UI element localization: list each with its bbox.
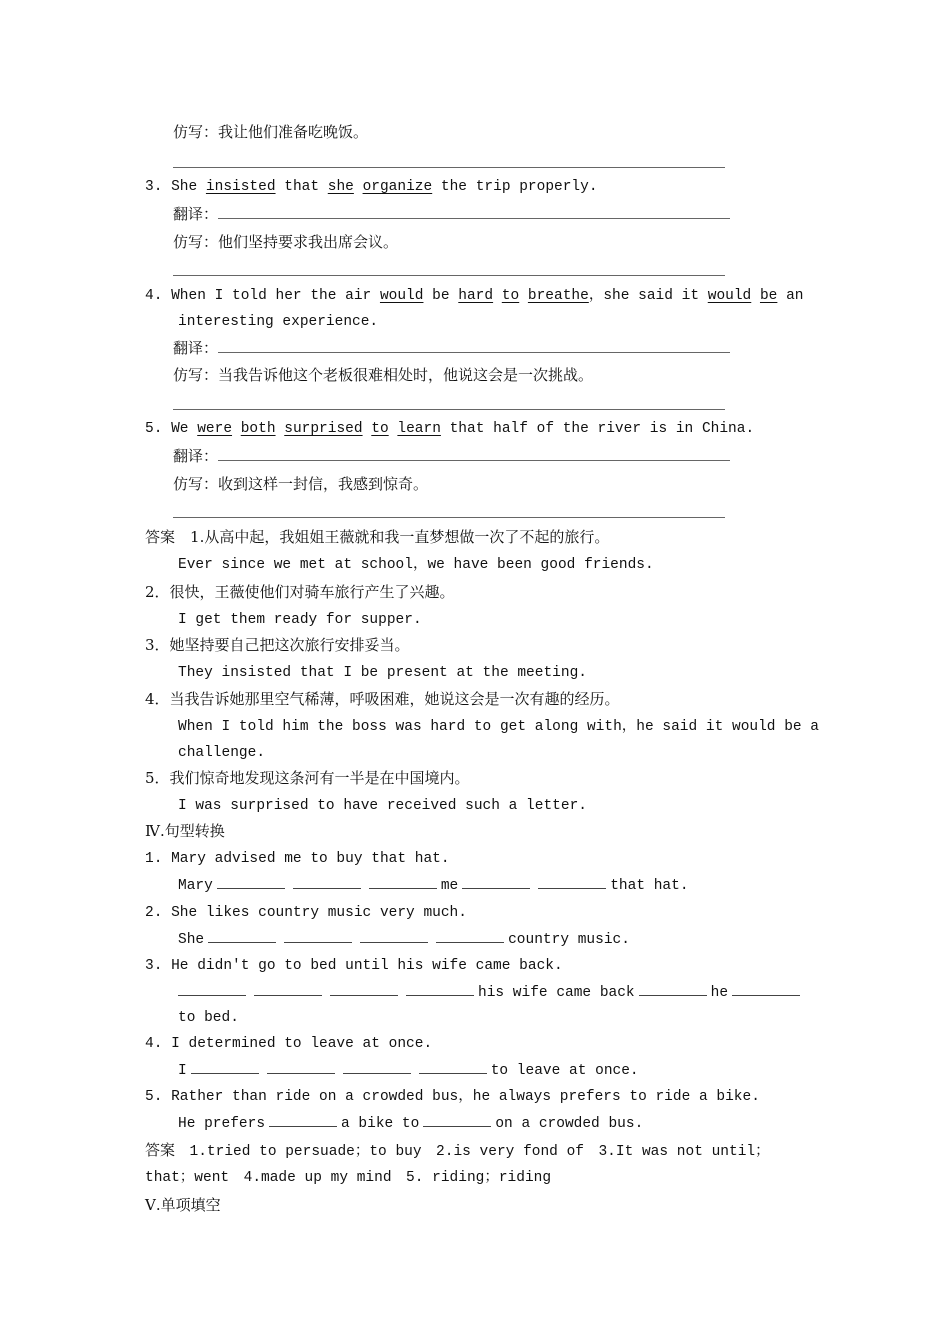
q2-sentence: 2. She likes country music very much. xyxy=(145,905,467,921)
section-heading: Ⅴ.单项填空 xyxy=(145,1196,221,1214)
fill-blank[interactable] xyxy=(330,983,398,996)
imitate-text: 当我告诉他这个老板很难相处时，他说这会是一次挑战。 xyxy=(218,366,594,384)
fill-blank[interactable] xyxy=(178,983,246,996)
fill-blank[interactable] xyxy=(191,1061,259,1074)
fill-blank[interactable] xyxy=(293,876,361,889)
q3-rewrite: his wife came back he xyxy=(178,983,804,1003)
fill-blank[interactable] xyxy=(343,1061,411,1074)
imitate-text: 收到这样一封信，我感到惊奇。 xyxy=(218,475,429,493)
item4-sentence-cont: interesting experience. xyxy=(178,314,379,330)
fill-blank[interactable] xyxy=(732,983,800,996)
answer-1-en: Ever since we met at school，we have been good friends. xyxy=(178,557,654,573)
fill-blank[interactable] xyxy=(462,876,530,889)
answer-5-en: I was surprised to have received such a letter. xyxy=(178,798,587,814)
fill-blank[interactable] xyxy=(254,983,322,996)
fill-blank[interactable] xyxy=(267,1061,335,1074)
translate-label: 翻译： xyxy=(173,447,219,465)
q3-rewrite-cont: to bed. xyxy=(178,1010,239,1026)
translate-line[interactable] xyxy=(218,204,730,219)
answer-line[interactable] xyxy=(173,167,725,168)
fill-blank[interactable] xyxy=(406,983,474,996)
translate-line[interactable] xyxy=(218,338,730,353)
fill-blank[interactable] xyxy=(284,930,352,943)
answer-2-cn: 2．很快，王薇使他们对骑车旅行产生了兴趣。 xyxy=(145,583,455,601)
section4-answers: 答案 1.tried to persuade；to buy 2.is very fond of 3.It was not until； xyxy=(145,1141,770,1160)
fill-blank[interactable] xyxy=(436,930,504,943)
answer-5-cn: 5．我们惊奇地发现这条河有一半是在中国境内。 xyxy=(145,769,470,787)
item5-sentence: 5. We were both surprised to learn that half of the river is in China. xyxy=(145,421,755,437)
answer-label: 答案 xyxy=(145,528,176,546)
fill-blank[interactable] xyxy=(208,930,276,943)
answer-3-cn: 3．她坚持要自己把这次旅行安排妥当。 xyxy=(145,636,410,654)
fill-blank[interactable] xyxy=(423,1114,491,1127)
answer-label: 答案 xyxy=(145,1141,176,1159)
translate-label: 翻译： xyxy=(173,205,219,223)
answer-line[interactable] xyxy=(173,275,725,276)
translate-line[interactable] xyxy=(218,446,730,461)
fill-blank[interactable] xyxy=(538,876,606,889)
translate-label: 翻译： xyxy=(173,339,219,357)
item4-sentence: 4. When I told her the air would be hard to breathe，she said it would be an xyxy=(145,288,804,304)
q1-rewrite: Mary me that hat. xyxy=(178,878,689,894)
fill-blank[interactable] xyxy=(217,876,285,889)
item3-sentence: 3. She insisted that she organize the trip properly. xyxy=(145,179,598,195)
imitate-label: 仿写： xyxy=(173,475,219,493)
item3-imitate xyxy=(173,232,398,252)
q5-rewrite: He prefers a bike to on a crowded bus. xyxy=(178,1116,644,1132)
fill-blank[interactable] xyxy=(369,876,437,889)
imitate-label: 仿写： xyxy=(173,123,219,141)
answer-3-en: They insisted that I be present at the meeting. xyxy=(178,665,587,681)
answer-line[interactable] xyxy=(173,409,725,410)
q4-rewrite: I to leave at once. xyxy=(178,1063,639,1079)
fill-blank[interactable] xyxy=(419,1061,487,1074)
fill-blank[interactable] xyxy=(269,1114,337,1127)
q3-sentence: 3. He didn't go to bed until his wife came back. xyxy=(145,958,563,974)
item3-translate xyxy=(173,204,730,224)
q4-sentence: 4. I determined to leave at once. xyxy=(145,1036,433,1052)
item5-imitate xyxy=(173,474,428,494)
answer-4-en-cont: challenge. xyxy=(178,745,266,761)
answer-4-en: When I told him the boss was hard to get along with，he said it would be a xyxy=(178,719,820,735)
q2-rewrite: She country music. xyxy=(178,932,630,948)
answer-line[interactable] xyxy=(173,517,725,518)
item4-translate xyxy=(173,338,730,358)
imitate-label: 仿写： xyxy=(173,233,219,251)
answer-2-en: I get them ready for supper. xyxy=(178,612,422,628)
answer-4-cn: 4．当我告诉她那里空气稀薄，呼吸困难，她说这会是一次有趣的经历。 xyxy=(145,690,620,708)
imitate-label: 仿写： xyxy=(173,366,219,384)
answer-1-cn: 答案 1.从高中起，我姐姐王薇就和我一直梦想做一次了不起的旅行。 xyxy=(145,528,610,546)
section-heading: Ⅳ.句型转换 xyxy=(145,822,225,840)
section4-answers-cont: that；went 4.made up my mind 5. riding；riding xyxy=(145,1170,552,1186)
imitate-text: 我让他们准备吃晚饭。 xyxy=(218,123,369,141)
q5-sentence: 5. Rather than ride on a crowded bus，he always prefers to ride a bike. xyxy=(145,1089,760,1105)
item2-imitate xyxy=(173,122,368,142)
item5-translate xyxy=(173,446,730,466)
fill-blank[interactable] xyxy=(639,983,707,996)
fill-blank[interactable] xyxy=(360,930,428,943)
item4-imitate xyxy=(173,365,593,385)
imitate-text: 他们坚持要求我出席会议。 xyxy=(218,233,399,251)
q1-sentence: 1. Mary advised me to buy that hat. xyxy=(145,851,450,867)
